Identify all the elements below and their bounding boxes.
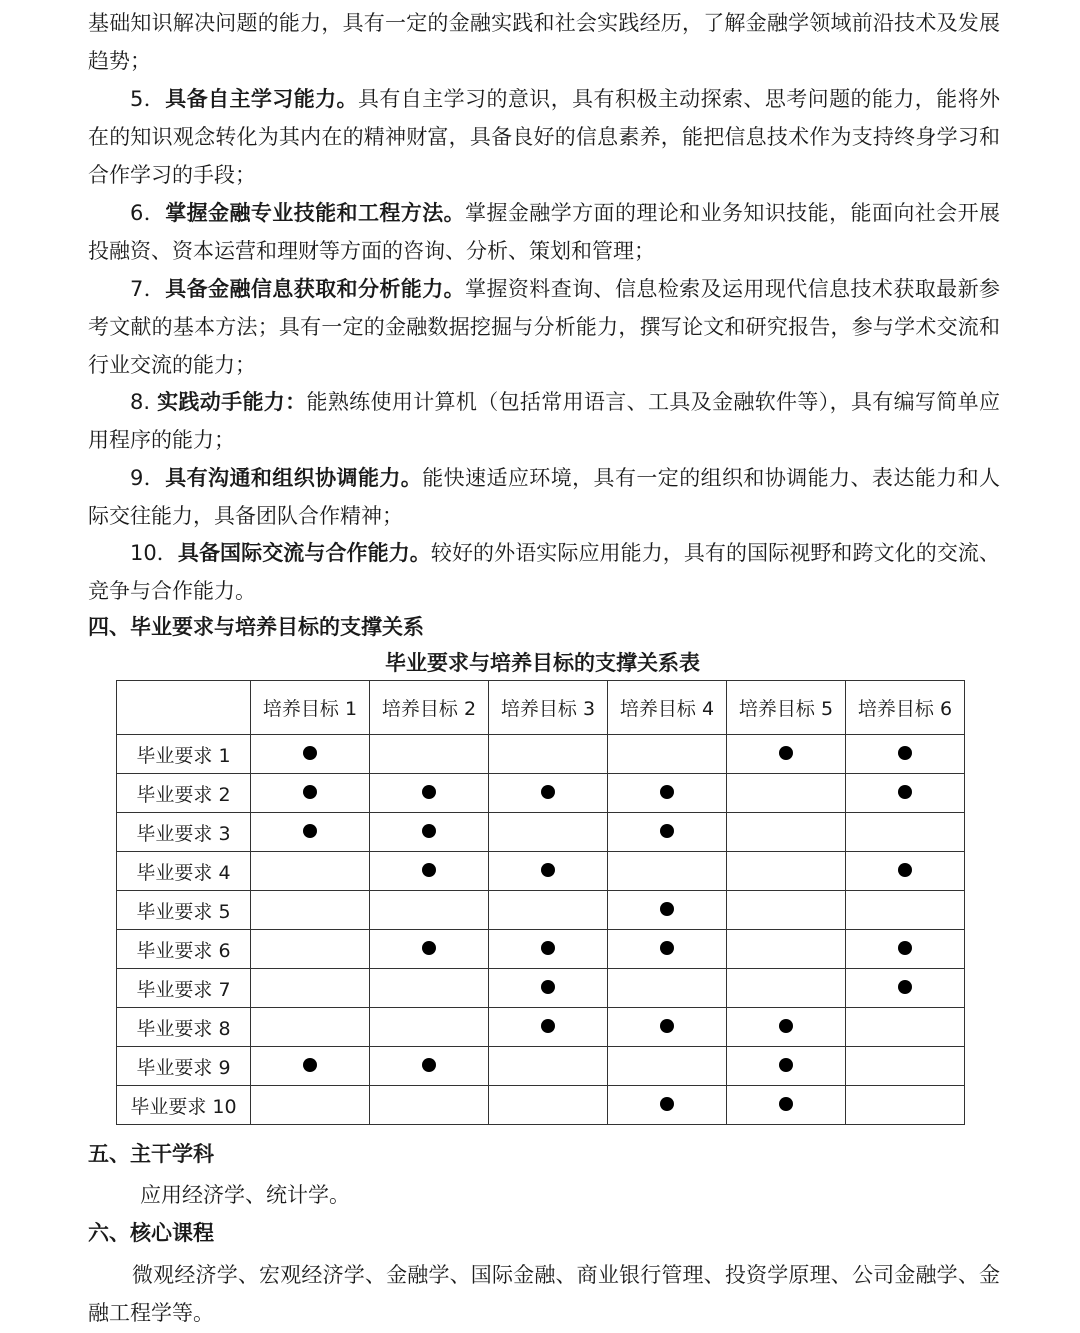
section-6-body	[88, 1256, 1000, 1332]
row-label: 毕业要求 3	[117, 813, 251, 852]
matrix-cell	[251, 930, 370, 969]
row-label: 毕业要求 7	[117, 969, 251, 1008]
row-label: 毕业要求 6	[117, 930, 251, 969]
paragraph-req-5	[88, 80, 1000, 194]
matrix-cell	[846, 735, 965, 774]
support-dot-icon	[898, 941, 912, 955]
req-title: 实践动手能力：	[157, 390, 307, 414]
support-matrix-table	[116, 680, 965, 1125]
req-title: 具有沟通和组织协调能力。	[165, 466, 423, 490]
section-5-body: 应用经济学、统计学。	[140, 1183, 350, 1207]
req-title: 具备国际交流与合作能力。	[177, 541, 431, 565]
matrix-cell	[251, 852, 370, 891]
matrix-cell	[370, 813, 489, 852]
support-dot-icon	[660, 1019, 674, 1033]
matrix-cell	[370, 774, 489, 813]
matrix-cell	[489, 735, 608, 774]
support-dot-icon	[422, 824, 436, 838]
table-row	[117, 1086, 965, 1125]
matrix-cell	[846, 774, 965, 813]
matrix-cell	[251, 774, 370, 813]
corner-cell	[117, 681, 251, 735]
matrix-cell	[370, 969, 489, 1008]
table-row	[117, 1008, 965, 1047]
req-number: 7．	[130, 277, 166, 301]
matrix-cell	[251, 1086, 370, 1125]
support-dot-icon	[541, 1019, 555, 1033]
section-6-text: 微观经济学、宏观经济学、金融学、国际金融、商业银行管理、投资学原理、公司金融学、金融工程学等。	[88, 1263, 1000, 1325]
matrix-cell	[608, 1086, 727, 1125]
support-dot-icon	[779, 1097, 793, 1111]
support-dot-icon	[660, 785, 674, 799]
req-number: 8.	[130, 390, 158, 414]
matrix-cell	[727, 891, 846, 930]
matrix-cell	[608, 891, 727, 930]
matrix-cell	[489, 1008, 608, 1047]
support-dot-icon	[660, 824, 674, 838]
matrix-cell	[608, 774, 727, 813]
section-5-heading: 五、主干学科	[88, 1142, 214, 1166]
support-dot-icon	[303, 1058, 317, 1072]
paragraph-req-9	[88, 459, 1000, 535]
matrix-cell	[846, 1047, 965, 1086]
support-dot-icon	[541, 941, 555, 955]
support-dot-icon	[303, 824, 317, 838]
matrix-cell	[251, 813, 370, 852]
req-text: 能快速适应环境，具有一定的组织和协调能力、表达能力和人际交往能力，具备团队合作精神；	[88, 466, 1001, 528]
column-header: 培养目标 2	[370, 681, 489, 735]
support-dot-icon	[779, 1019, 793, 1033]
table-row	[117, 1047, 965, 1086]
matrix-cell	[489, 774, 608, 813]
req-number: 5．	[130, 87, 166, 111]
matrix-cell	[370, 1047, 489, 1086]
req-title: 掌握金融专业技能和工程方法。	[165, 201, 466, 225]
table-row	[117, 891, 965, 930]
matrix-cell	[489, 891, 608, 930]
support-dot-icon	[779, 1058, 793, 1072]
column-header: 培养目标 5	[727, 681, 846, 735]
matrix-cell	[489, 969, 608, 1008]
matrix-cell	[727, 852, 846, 891]
matrix-cell	[370, 891, 489, 930]
matrix-cell	[846, 1086, 965, 1125]
matrix-cell	[251, 969, 370, 1008]
matrix-cell	[727, 813, 846, 852]
matrix-cell	[846, 969, 965, 1008]
support-dot-icon	[898, 980, 912, 994]
table-row	[117, 852, 965, 891]
req-number: 6．	[130, 201, 166, 225]
support-dot-icon	[898, 785, 912, 799]
support-dot-icon	[541, 785, 555, 799]
matrix-cell	[846, 852, 965, 891]
support-dot-icon	[541, 863, 555, 877]
matrix-cell	[251, 735, 370, 774]
table-row	[117, 735, 965, 774]
support-dot-icon	[422, 863, 436, 877]
column-header: 培养目标 6	[846, 681, 965, 735]
support-dot-icon	[303, 746, 317, 760]
req-title: 具备自主学习能力。	[165, 87, 358, 111]
matrix-cell	[608, 852, 727, 891]
req-title: 具备金融信息获取和分析能力。	[165, 277, 466, 301]
matrix-cell	[370, 1008, 489, 1047]
matrix-cell	[251, 1047, 370, 1086]
section-4-heading: 四、毕业要求与培养目标的支撑关系	[88, 615, 424, 639]
table-row	[117, 930, 965, 969]
matrix-cell	[370, 852, 489, 891]
table-row	[117, 813, 965, 852]
matrix-cell	[608, 969, 727, 1008]
support-dot-icon	[303, 785, 317, 799]
req-text: 较好的外语实际应用能力，具有的国际视野和跨文化的交流、竞争与合作能力。	[88, 541, 1000, 603]
matrix-cell	[370, 930, 489, 969]
matrix-cell	[727, 930, 846, 969]
paragraph-req-7	[88, 270, 1000, 384]
matrix-cell	[846, 1008, 965, 1047]
req-number: 9．	[130, 466, 166, 490]
req-text: 能熟练使用计算机（包括常用语言、工具及金融软件等），具有编写简单应用程序的能力；	[88, 390, 1001, 452]
table-row	[117, 969, 965, 1008]
row-label: 毕业要求 5	[117, 891, 251, 930]
matrix-cell	[251, 1008, 370, 1047]
support-dot-icon	[660, 902, 674, 916]
matrix-cell	[489, 852, 608, 891]
req-text: 具有自主学习的意识，具有积极主动探索、思考问题的能力，能将外在的知识观念转化为其内在的精神财富，具备良好的信息素养，能把信息技术作为支持终身学习和合作学习的手段；	[88, 87, 1001, 187]
paragraph-req-8	[88, 383, 1000, 459]
paragraph-req-10	[88, 534, 1000, 610]
matrix-cell	[489, 1047, 608, 1086]
support-dot-icon	[422, 1058, 436, 1072]
support-dot-icon	[898, 863, 912, 877]
column-header: 培养目标 1	[251, 681, 370, 735]
row-label: 毕业要求 8	[117, 1008, 251, 1047]
support-dot-icon	[422, 785, 436, 799]
row-label: 毕业要求 9	[117, 1047, 251, 1086]
matrix-cell	[608, 930, 727, 969]
matrix-cell	[370, 735, 489, 774]
column-header: 培养目标 4	[608, 681, 727, 735]
req-text: 掌握资料查询、信息检索及运用现代信息技术获取最新参考文献的基本方法；具有一定的金融数据挖掘与分析能力，撰写论文和研究报告，参与学术交流和行业交流的能力；	[88, 277, 1001, 377]
matrix-cell	[608, 1008, 727, 1047]
matrix-cell	[489, 1086, 608, 1125]
support-dot-icon	[779, 746, 793, 760]
matrix-cell	[489, 813, 608, 852]
matrix-cell	[727, 735, 846, 774]
row-label: 毕业要求 4	[117, 852, 251, 891]
matrix-cell	[727, 969, 846, 1008]
matrix-cell	[608, 735, 727, 774]
support-dot-icon	[660, 1097, 674, 1111]
matrix-cell	[727, 1086, 846, 1125]
matrix-cell	[370, 1086, 489, 1125]
table-caption: 毕业要求与培养目标的支撑关系表	[385, 651, 700, 675]
table-header-row	[117, 681, 965, 735]
matrix-cell	[489, 930, 608, 969]
matrix-cell	[608, 1047, 727, 1086]
matrix-cell	[846, 930, 965, 969]
matrix-cell	[251, 891, 370, 930]
matrix-cell	[846, 891, 965, 930]
req-text: 掌握金融学方面的理论和业务知识技能，能面向社会开展投融资、资本运营和理财等方面的咨询、分析、策划和管理；	[88, 201, 1001, 263]
row-label: 毕业要求 1	[117, 735, 251, 774]
matrix-cell	[608, 813, 727, 852]
paragraph-req-6	[88, 194, 1000, 270]
req-number: 10．	[130, 541, 178, 565]
paragraph-intro: 基础知识解决问题的能力，具有一定的金融实践和社会实践经历，了解金融学领域前沿技术及发展趋势；	[88, 11, 1000, 73]
matrix-cell	[727, 774, 846, 813]
column-header: 培养目标 3	[489, 681, 608, 735]
support-dot-icon	[541, 980, 555, 994]
matrix-cell	[727, 1047, 846, 1086]
support-dot-icon	[422, 941, 436, 955]
support-dot-icon	[898, 746, 912, 760]
row-label: 毕业要求 10	[117, 1086, 251, 1125]
matrix-cell	[846, 813, 965, 852]
section-6-heading: 六、核心课程	[88, 1221, 214, 1245]
support-dot-icon	[660, 941, 674, 955]
table-row	[117, 774, 965, 813]
matrix-cell	[727, 1008, 846, 1047]
row-label: 毕业要求 2	[117, 774, 251, 813]
